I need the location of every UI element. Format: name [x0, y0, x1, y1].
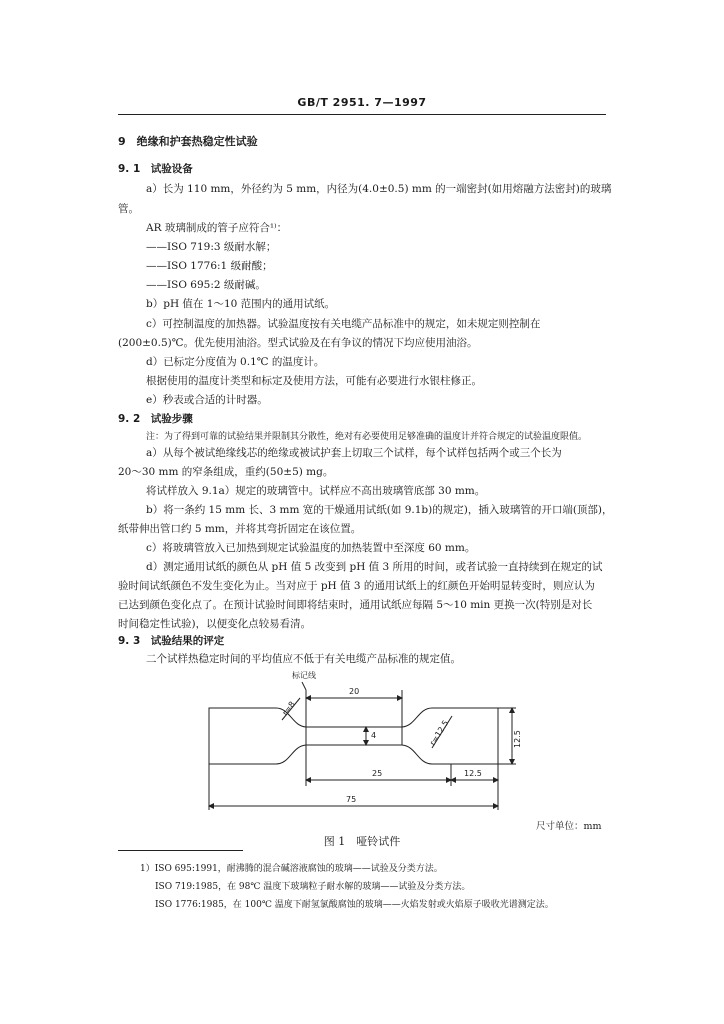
standard-code-header: GB/T 2951. 7—1997	[297, 96, 427, 109]
section-9-2-heading: 9. 2 试验步骤	[118, 413, 193, 425]
label-dim-25: 25	[372, 769, 383, 778]
section-9-3-heading: 9. 3 试验结果的评定	[118, 635, 225, 647]
s92-item-c: c）将玻璃管放入已加热到规定试验温度的加热装置中至深度 60 mm。	[146, 542, 476, 554]
s91-iso695: ——ISO 695:2 级耐碱。	[146, 279, 266, 291]
s92-item-d-line1: d）测定通用试纸的颜色从 pH 值 5 改变到 pH 值 3 所用的时间，或者试验一直持续到在规定的试	[146, 561, 603, 573]
label-dim-20: 20	[349, 687, 360, 696]
s91-item-c-line2: (200±0.5)℃。优先使用油浴。型式试验及在有争议的情况下均应使用油浴。	[118, 337, 478, 349]
footnote-iso1776: ISO 1776:1985，在 100℃ 温度下耐氢氯酸腐蚀的玻璃——火焰发射或火焰原子吸收光谱测定法。	[155, 900, 554, 910]
label-dim-4: 4	[371, 731, 377, 740]
s93-text: 二个试样热稳定时间的平均值应不低于有关电缆产品标准的规定值。	[146, 653, 461, 665]
s91-item-b: b）pH 值在 1～10 范围内的通用试纸。	[146, 298, 336, 310]
label-radius-12-5: r=12.5	[428, 718, 451, 748]
s92-item-a-line2: 20～30 mm 的窄条组成，重约(50±5) mg。	[118, 466, 334, 478]
s92-item-b-line1: b）将一条约 15 mm 长、3 mm 宽的干燥通用试纸(如 9.1b)的规定)，插入玻璃管的开口端(顶部)，	[146, 504, 613, 516]
footnote-rule	[118, 850, 243, 851]
label-dim-75: 75	[346, 795, 357, 804]
s92-item-b-line2: 纸带伸出管口约 5 mm，并将其弯折固定在该位置。	[118, 523, 362, 535]
header-rule	[118, 114, 606, 115]
s92-item-d-line4: 时间稳定性试验)，以便变化点较易看清。	[118, 618, 312, 630]
s92-note: 注：为了得到可靠的试验结果并限制其分散性，绝对有必要使用足够准确的温度计并符合规定的试验温度限值。	[146, 432, 588, 442]
label-radius-8: r=8	[280, 699, 297, 718]
dumbbell-figure	[206, 668, 524, 818]
footnote-iso695: 1）ISO 695:1991，耐沸腾的混合碱溶液腐蚀的玻璃——试验及分类方法。	[140, 864, 443, 874]
s91-ar-glass: AR 玻璃制成的管子应符合¹⁾：	[146, 222, 288, 234]
s92-item-a-line1: a）从每个被试绝缘线芯的绝缘或被试护套上切取三个试样，每个试样包括两个或三个长为	[146, 447, 562, 459]
s91-item-c-line1: c）可控制温度的加热器。试验温度按有关电缆产品标准中的规定，如未规定则控制在	[146, 318, 541, 330]
section-9-heading: 9 绝缘和护套热稳定性试验	[118, 135, 258, 148]
s91-item-e: e）秒表或合适的计时器。	[146, 394, 268, 406]
s91-item-a-line2: 管。	[118, 203, 139, 215]
section-9-1-heading: 9. 1 试验设备	[118, 163, 193, 175]
s91-iso719: ——ISO 719:3 级耐水解；	[146, 241, 277, 253]
gauge-label-leader	[302, 682, 306, 690]
s92-item-d-line2: 验时间试纸颜色不发生变化为止。当对应于 pH 值 3 的通用试纸上的红颜色开始明显转变时，则应认为	[118, 580, 595, 592]
s91-item-d-line1: d）已标定分度值为 0.1℃ 的温度计。	[146, 356, 325, 368]
label-gauge-marks: 标记线	[292, 671, 316, 680]
s91-item-d-line2: 根据使用的温度计类型和标定及使用方法，可能有必要进行水银柱修正。	[146, 375, 482, 387]
label-dim-12-5-bottom: 12.5	[464, 769, 482, 778]
footnote-iso719: ISO 719:1985，在 98℃ 温度下玻璃粒子耐水解的玻璃——试验及分类方法。	[155, 882, 471, 892]
label-dim-12-5-right: 12.5	[513, 730, 522, 748]
dimension-unit: 尺寸单位：mm	[536, 821, 602, 832]
s92-item-a-line3: 将试样放入 9.1a）规定的玻璃管中。试样应不高出玻璃管底部 30 mm。	[146, 485, 486, 497]
s91-item-a-line1: a）长为 110 mm，外径约为 5 mm，内径为(4.0±0.5) mm 的一端密封(如用熔融方法密封)的玻璃	[146, 183, 612, 195]
dumbbell-outline	[209, 708, 498, 764]
s92-item-d-line3: 已达到颜色变化点了。在预计试验时间即将结束时，通用试纸应每隔 5～10 min 更换一次(特别是对长	[118, 599, 593, 611]
s91-iso1776: ——ISO 1776:1 级耐酸；	[146, 260, 273, 272]
figure-caption: 图 1 哑铃试件	[323, 835, 401, 848]
